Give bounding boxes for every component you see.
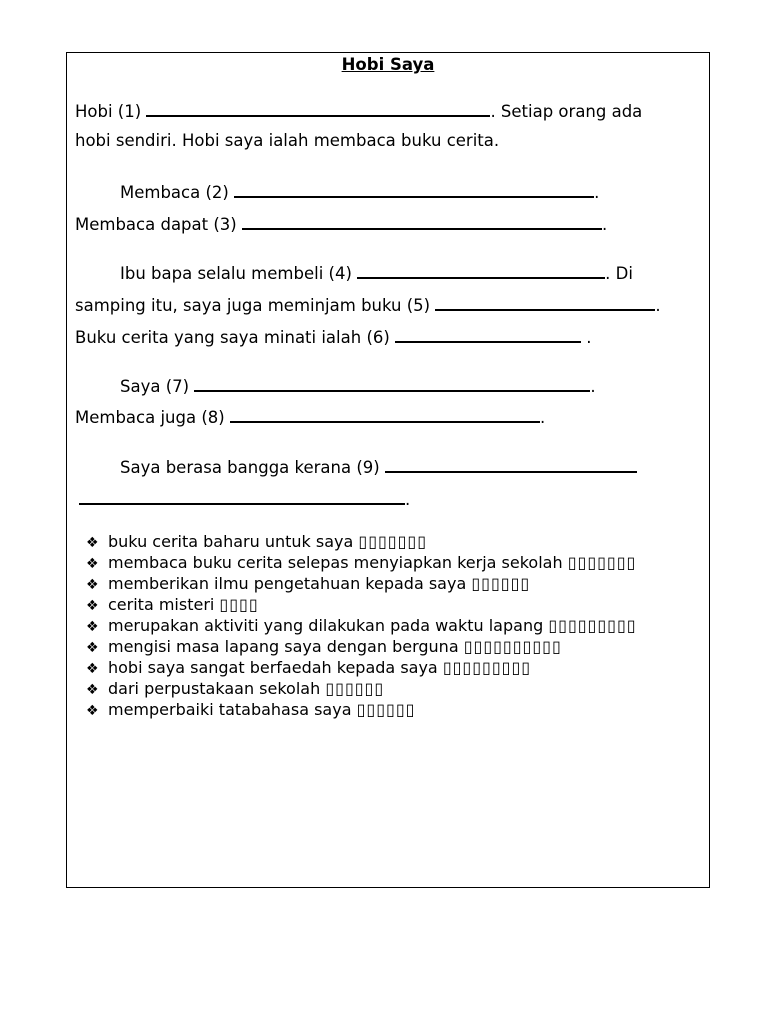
sentence-text: . [594,183,600,202]
option-item-7[interactable] [86,658,531,679]
diamond-bullet-icon: ❖ [86,682,99,698]
sentence-line-2 [75,130,499,152]
answer-blank-4[interactable] [357,261,605,279]
option-item-6[interactable] [86,637,562,658]
sentence-text: . [601,215,608,234]
diamond-bullet-icon: ❖ [86,598,99,614]
sentence-line-8 [120,374,596,398]
option-text: mengisi masa lapang saya dengan berguna [108,637,464,656]
sentence-text: . [539,408,546,427]
sentence-text: Membaca (2) [120,183,235,202]
option-text: dari perpustakaan sekolah [108,679,326,698]
option-item-2[interactable] [86,553,636,574]
sentence-line-4 [75,212,607,236]
option-item-8[interactable] [86,679,384,700]
option-item-1[interactable] [86,532,427,553]
missing-glyph-boxes: ▯▯▯▯▯▯▯▯▯ [548,616,637,635]
sentence-text: . Setiap orang ada [490,102,643,121]
option-text: hobi saya sangat berfaedah kepada saya [108,658,443,677]
sentence-line-11 [79,487,410,511]
answer-blank-7[interactable] [194,374,590,392]
answer-blank-9-continued[interactable] [79,487,405,505]
sentence-text: Saya berasa bangga kerana (9) [120,458,385,477]
option-item-9[interactable] [86,700,415,721]
missing-glyph-boxes: ▯▯▯▯▯▯ [325,679,385,698]
option-item-4[interactable] [86,595,259,616]
option-item-3[interactable] [86,574,530,595]
sentence-text: hobi sendiri. Hobi saya ialah membaca buku cerita. [75,131,500,150]
answer-blank-1[interactable] [146,99,490,117]
answer-blank-6[interactable] [395,325,581,343]
sentence-text: . [405,490,411,509]
sentence-text: . [655,296,661,315]
sentence-text: samping itu, saya juga meminjam buku (5) [75,296,436,315]
diamond-bullet-icon: ❖ [86,661,99,677]
sentence-text: Hobi (1) [75,102,147,121]
sentence-text: Saya (7) [120,377,195,396]
sentence-line-1 [75,99,642,123]
sentence-text: Buku cerita yang saya minati ialah (6) [75,328,396,347]
sentence-line-6 [75,293,661,317]
missing-glyph-boxes: ▯▯▯▯▯▯▯▯▯▯ [463,637,562,656]
option-text: membaca buku cerita selepas menyiapkan kerja sekolah [108,553,568,572]
diamond-bullet-icon: ❖ [86,535,99,551]
sentence-line-5 [120,261,633,285]
missing-glyph-boxes: ▯▯▯▯ [219,595,259,614]
missing-glyph-boxes: ▯▯▯▯▯▯▯▯▯ [442,658,532,677]
diamond-bullet-icon: ❖ [86,619,99,635]
sentence-text: Membaca juga (8) [75,408,230,427]
sentence-text: Ibu bapa selalu membeli (4) [120,264,358,283]
answer-blank-9[interactable] [385,455,637,473]
missing-glyph-boxes: ▯▯▯▯▯▯ [356,700,416,719]
missing-glyph-boxes: ▯▯▯▯▯▯▯ [358,532,428,551]
sentence-text: . [581,328,592,347]
sentence-text: . [590,377,596,396]
missing-glyph-boxes: ▯▯▯▯▯▯ [471,574,531,593]
diamond-bullet-icon: ❖ [86,640,99,656]
option-text: buku cerita baharu untuk saya [108,532,359,551]
sentence-line-9 [75,405,545,429]
option-text: merupakan aktiviti yang dilakukan pada waktu lapang [108,616,549,635]
sentence-line-3 [120,180,599,204]
diamond-bullet-icon: ❖ [86,556,99,572]
answer-blank-5[interactable] [435,293,655,311]
answer-blank-3[interactable] [242,212,602,230]
answer-blank-8[interactable] [230,405,540,423]
worksheet-title: Hobi Saya [341,55,435,74]
sentence-text: Membaca dapat (3) [75,215,242,234]
sentence-text: . Di [605,264,633,283]
missing-glyph-boxes: ▯▯▯▯▯▯▯ [567,553,637,572]
diamond-bullet-icon: ❖ [86,703,99,719]
option-item-5[interactable] [86,616,637,637]
answer-blank-2[interactable] [234,180,594,198]
sentence-line-10 [120,455,637,479]
option-text: memberikan ilmu pengetahuan kepada saya [108,574,472,593]
diamond-bullet-icon: ❖ [86,577,99,593]
sentence-line-7 [75,325,592,349]
option-text: memperbaiki tatabahasa saya [108,700,357,719]
option-text: cerita misteri [108,595,220,614]
